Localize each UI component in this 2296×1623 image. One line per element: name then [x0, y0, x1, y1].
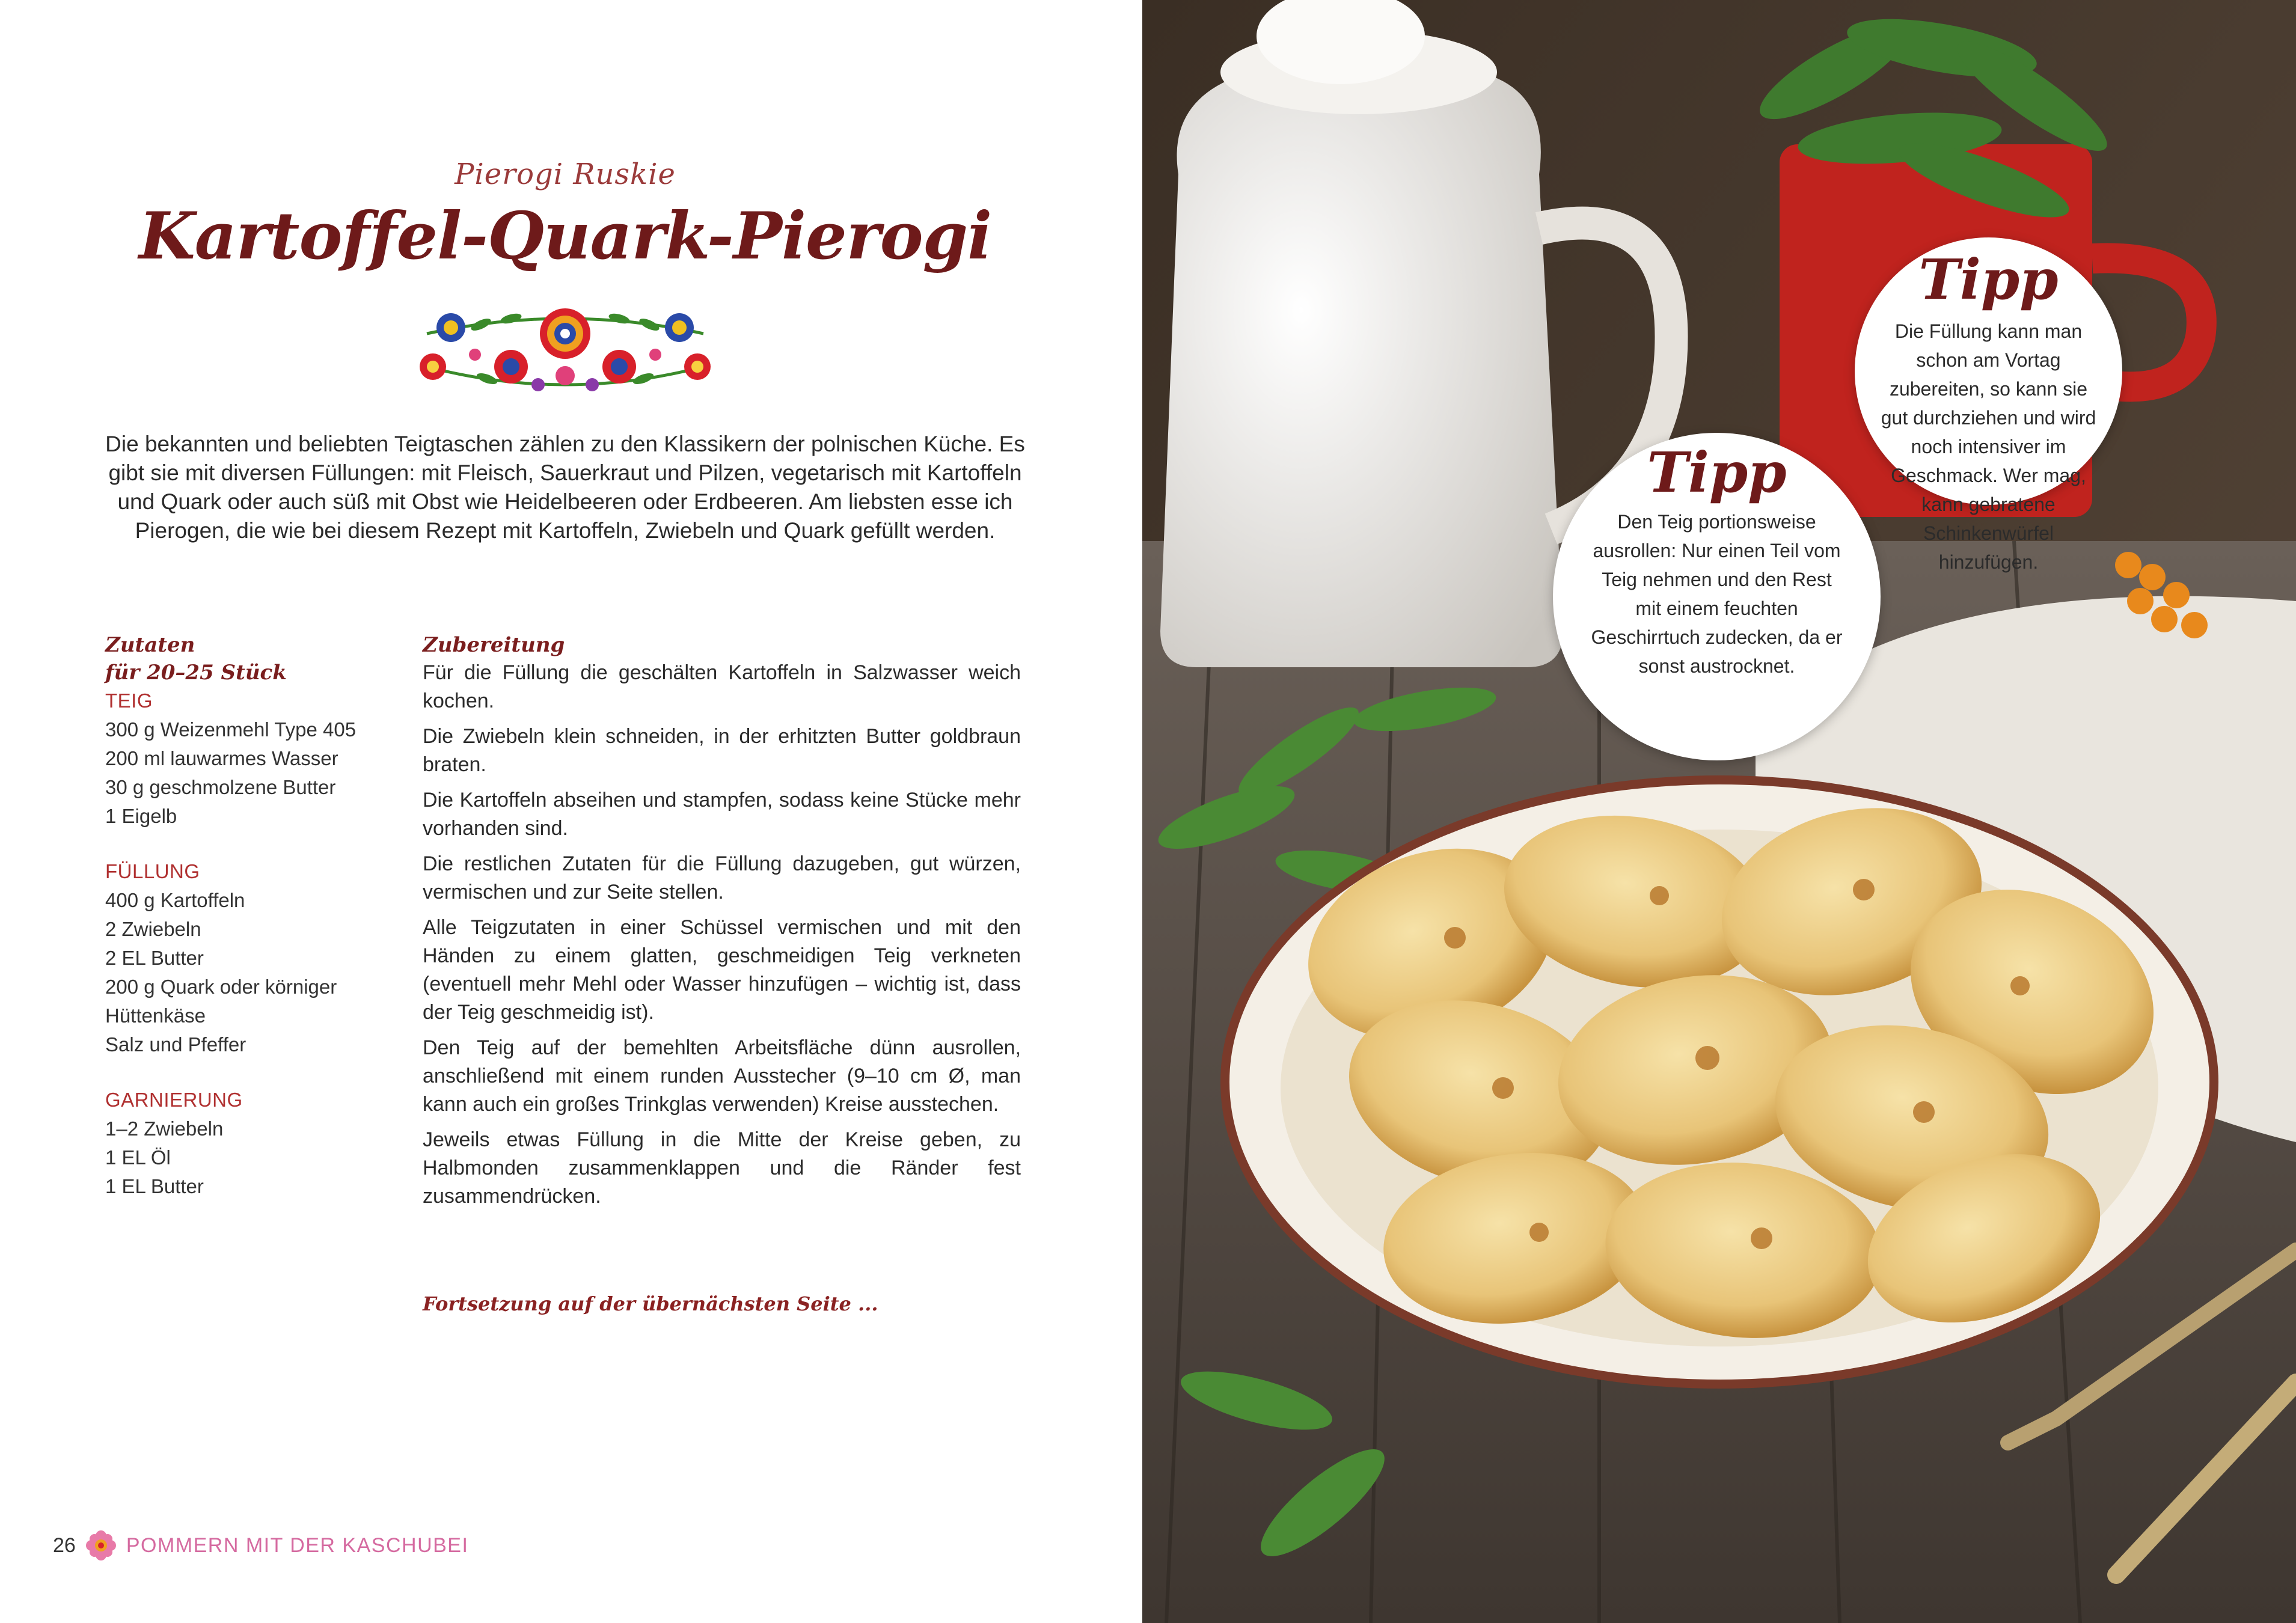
continuation-note: Fortsetzung auf der übernächsten Seite ...	[423, 1292, 878, 1315]
ingredients-heading: Zutaten	[105, 633, 195, 657]
list-item: 1 EL Butter	[105, 1175, 204, 1197]
page-number: 26	[53, 1533, 76, 1557]
list-item: 300 g Weizenmehl Type 405	[105, 718, 357, 741]
chapter-title: POMMERN MIT DER KASCHUBEI	[126, 1533, 469, 1557]
page-footer	[53, 1530, 468, 1561]
recipe-subtitle: Pierogi Ruskie	[455, 157, 676, 191]
list-item: 200 ml lauwarmes Wasser	[105, 747, 338, 769]
flower-icon	[85, 1530, 117, 1561]
teig-label: TEIG	[105, 689, 153, 712]
tip-heading: Tipp	[1918, 247, 2059, 312]
tip-text: Die Füllung kann man schon am Vortag zubereiten, so kann sie gut durchziehen und wird noch intensiver im Geschmack. Wer mag, kann gebratene Schinkenwürfel hinzufügen.	[1881, 320, 2096, 573]
recipe-page	[0, 0, 1142, 1623]
list-item: 1 Eigelb	[105, 805, 177, 827]
list-item: 1–2 Zwiebeln	[105, 1117, 224, 1140]
list-item: 30 g geschmolzene Butter	[105, 776, 336, 798]
recipe-intro: Die bekannten und beliebten Teigtaschen zählen zu den Klassikern der polnischen Küche. Es gibt sie mit diversen Füllungen: mit Fleisch, Sauerkraut und Pilzen, vegetarisch mit Kartoffeln und Quark oder auch süß mit Obst wie Heidelbeeren oder Erdbeeren. Am liebsten esse ich Pierogen, die wie bei diesem Rezept mit Kartoffeln, Zwiebeln und Quark gefüllt werden.	[105, 432, 1025, 543]
list-item: 2 Zwiebeln	[105, 918, 201, 940]
tip-circle	[1855, 237, 2122, 573]
list-item: 1 EL Öl	[105, 1146, 171, 1169]
preparation-step: Für die Füllung die geschälten Kartoffeln in Salzwasser weich kochen.	[423, 661, 1021, 712]
tip-heading: Tipp	[1647, 440, 1787, 505]
preparation-column	[423, 631, 1021, 1218]
preparation-step: Die Zwiebeln klein schneiden, in der erhitzten Butter goldbraun braten.	[423, 725, 1021, 776]
ingredients-yield: für 20–25 Stück	[105, 661, 287, 685]
preparation-heading: Zubereitung	[423, 633, 565, 657]
preparation-step: Die restlichen Zutaten für die Füllung dazugeben, gut würzen, vermischen und zur Seite stellen.	[423, 852, 1021, 903]
ingredients-column	[105, 631, 418, 1201]
garnierung-label: GARNIERUNG	[105, 1089, 243, 1111]
tip-circle	[1553, 433, 1881, 760]
preparation-step: Die Kartoffeln abseihen und stampfen, sodass keine Stücke mehr vorhanden sind.	[423, 789, 1021, 840]
list-item: 400 g Kartoffeln	[105, 889, 245, 911]
fuellung-label: FÜLLUNG	[105, 860, 200, 882]
recipe-photo	[1142, 0, 2296, 1623]
list-item: Hüttenkäse	[105, 1004, 206, 1027]
preparation-step: Den Teig auf der bemehlten Arbeitsfläche dünn ausrollen, anschließend mit einem runden Ausstecher (9–10 cm Ø, man kann auch ein großes Trinkglas verwenden) Kreise ausstechen.	[423, 1036, 1021, 1116]
preparation-step: Jeweils etwas Füllung in die Mitte der Kreise geben, zu Halbmonden zusammenklappen und die Ränder fest zusammendrücken.	[423, 1128, 1021, 1208]
preparation-step: Alle Teigzutaten in einer Schüssel vermischen und mit den Händen zu einem glatten, geschmeidigen Teig verkneten (eventuell mehr Mehl oder Wasser hinzufügen – wichtig ist, dass der Teig geschmeidig ist).	[423, 916, 1021, 1024]
recipe-title: Kartoffel-Quark-Pierogi	[138, 198, 992, 274]
floral-ornament-icon	[415, 298, 715, 403]
tip-text: Den Teig portionsweise ausrollen: Nur einen Teil vom Teig nehmen und den Rest mit einem feuchten Geschirrtuch zudecken, da er sonst austrocknet.	[1591, 511, 1843, 677]
list-item: 200 g Quark oder körniger	[105, 976, 337, 998]
list-item: 2 EL Butter	[105, 947, 204, 969]
list-item: Salz und Pfeffer	[105, 1033, 246, 1056]
